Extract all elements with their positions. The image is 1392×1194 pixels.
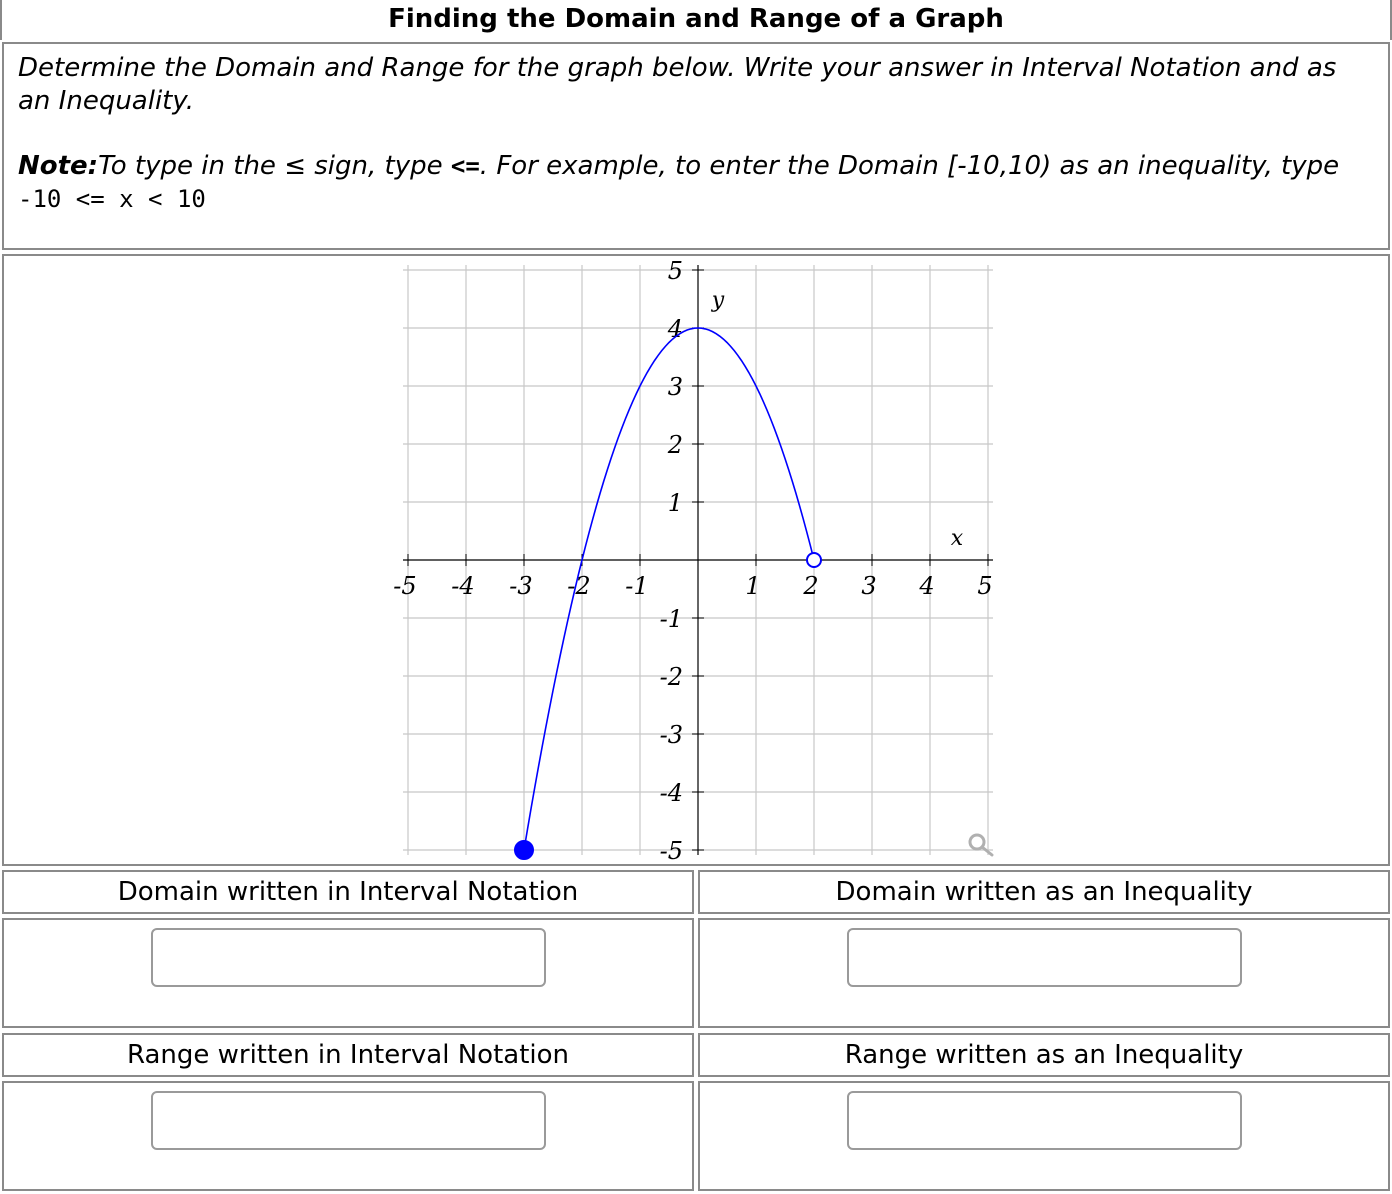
x-tick-label: 2 [803,572,819,600]
domain-inequality-input[interactable] [847,928,1242,987]
domain-inequality-cell [698,918,1390,1028]
x-tick-label: -5 [393,572,417,600]
x-tick-label: -3 [509,572,533,600]
range-interval-label: Range written in Interval Notation [2,1033,694,1077]
y-tick-label: -2 [659,663,683,691]
x-tick-label: -4 [451,572,475,600]
y-tick-label: 3 [667,373,683,401]
open-endpoint [807,553,821,567]
y-tick-label: 2 [667,431,683,459]
y-tick-label: 4 [667,315,683,343]
range-inequality-cell [698,1081,1390,1191]
note-code: <= [450,152,480,180]
closed-endpoint [515,841,533,859]
x-tick-label: -1 [625,572,649,600]
page-title: Finding the Domain and Range of a Graph [0,0,1392,40]
note-example: -10 <= x < 10 [18,185,206,213]
y-axis-label: y [711,288,725,313]
graph [4,256,1388,864]
instructions-text: Determine the Domain and Range for the graph below. Write your answer in Interval Notation and as an Inequality. [18,53,1337,116]
range-inequality-input[interactable] [847,1091,1242,1150]
range-inequality-label: Range written as an Inequality [698,1033,1390,1077]
instructions-panel [2,42,1390,250]
y-tick-label: 1 [667,489,683,517]
y-tick-label: -1 [659,605,683,633]
domain-interval-label: Domain written in Interval Notation [2,870,694,914]
y-tick-label: -3 [659,721,683,749]
domain-inequality-label: Domain written as an Inequality [698,870,1390,914]
domain-interval-input[interactable] [151,928,546,987]
range-interval-cell [2,1081,694,1191]
x-tick-label: -2 [567,572,591,600]
graph-panel [2,254,1390,866]
note-part2: sign, type [305,151,451,181]
note-label: Note: [18,151,99,181]
note-text [18,150,1374,216]
x-axis-label: x [950,526,964,551]
magnifier-icon[interactable] [970,835,992,855]
note-part3: . For example, to enter the Domain [-10,10) as an inequality, type [479,151,1340,181]
le-symbol: ≤ [284,151,306,181]
range-interval-input[interactable] [151,1091,546,1150]
x-tick-label: 1 [745,572,761,600]
x-tick-label: 5 [977,572,993,600]
y-tick-label: -4 [659,779,683,807]
y-tick-label: 5 [667,257,683,285]
domain-interval-cell [2,918,694,1028]
x-tick-label: 4 [919,572,935,600]
x-tick-label: 3 [861,572,877,600]
note-part1: To type in the [98,151,285,181]
y-tick-label: -5 [659,837,683,864]
